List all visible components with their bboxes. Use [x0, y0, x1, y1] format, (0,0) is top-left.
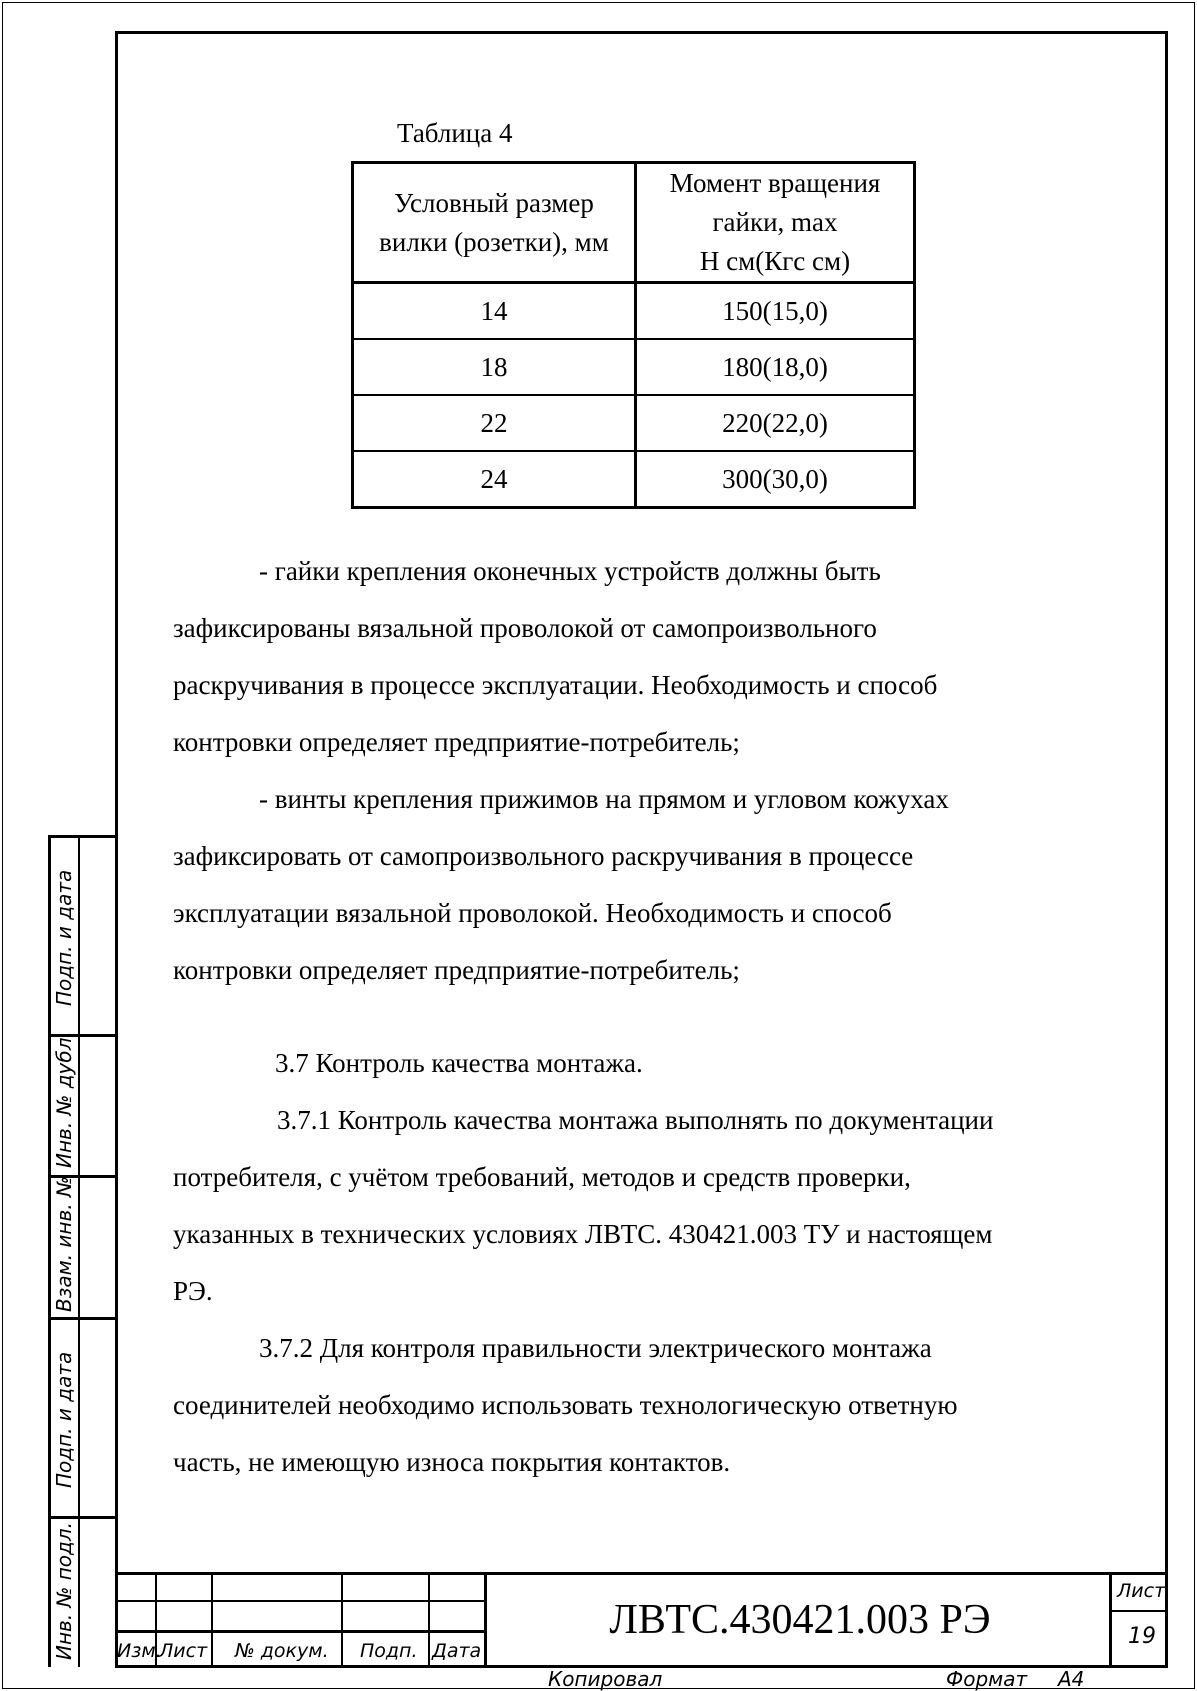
- body-line: потребителя, с учётом требований, методов и средств проверки,: [173, 1162, 911, 1192]
- table-row: [353, 451, 915, 508]
- body-line: часть, не имеющую износа покрытия контактов.: [173, 1447, 731, 1477]
- body-line: эксплуатации вязальной проволокой. Необходимость и способ: [173, 898, 892, 928]
- body-line: раскручивания в процессе эксплуатации. Необходимость и способ: [173, 670, 938, 700]
- cell-size: 18: [353, 339, 636, 395]
- body-line: указанных в технических условиях ЛВТС. 430421.003 ТУ и настоящем: [173, 1219, 993, 1249]
- body-line: зафиксированы вязальной проволокой от самопроизвольного: [173, 613, 877, 643]
- col-label-izm: Изм.: [117, 1640, 162, 1662]
- body-line: зафиксировать от самопроизвольного раскручивания в процессе: [173, 841, 914, 871]
- cell-size: 14: [353, 283, 636, 340]
- format-value: А4: [1058, 1667, 1085, 1691]
- copied-label: Копировал: [548, 1667, 663, 1691]
- side-label: Инв. № подл.: [52, 1522, 76, 1660]
- sheet-number: 19: [1128, 1624, 1156, 1649]
- col-label-date: Дата: [432, 1640, 482, 1662]
- header-size: Условный размер вилки (розетки), мм: [353, 163, 636, 283]
- col-label-sign: Подп.: [360, 1640, 418, 1662]
- body-line: соединителей необходимо использовать технологическую ответную: [173, 1390, 958, 1420]
- body-line: РЭ.: [173, 1276, 213, 1306]
- sheet-label: Лист: [1117, 1580, 1166, 1602]
- side-label: Инв. № дубл.: [52, 1031, 76, 1168]
- cell-torque: 300(30,0): [636, 451, 915, 508]
- table-row: [353, 339, 915, 395]
- torque-table: [351, 161, 916, 509]
- body-line: контровки определяет предприятие-потребитель;: [173, 727, 740, 757]
- col-label-doc: № докум.: [235, 1640, 329, 1662]
- body-line: 3.7.2 Для контроля правильности электрического монтажа: [259, 1333, 932, 1363]
- side-label: Подп. и дата: [52, 869, 76, 1006]
- side-label: Подп. и дата: [52, 1351, 76, 1488]
- document-code: ЛВТС.430421.003 РЭ: [609, 1597, 991, 1643]
- body-line: - гайки крепления оконечных устройств должны быть: [259, 556, 881, 586]
- cell-torque: 180(18,0): [636, 339, 915, 395]
- table-row: [353, 283, 915, 340]
- side-label: Взам. инв. №: [52, 1176, 76, 1312]
- format-label: Формат: [946, 1667, 1028, 1691]
- cell-size: 24: [353, 451, 636, 508]
- body-line: - винты крепления прижимов на прямом и угловом кожухах: [259, 784, 949, 814]
- cell-size: 22: [353, 395, 636, 451]
- table-row: [353, 395, 915, 451]
- body-line: контровки определяет предприятие-потребитель;: [173, 955, 740, 985]
- body-line: 3.7.1 Контроль качества монтажа выполнять по документации: [277, 1105, 994, 1135]
- col-label-list: Лист: [159, 1640, 208, 1662]
- section-heading: 3.7 Контроль качества монтажа.: [275, 1048, 643, 1078]
- cell-torque: 150(15,0): [636, 283, 915, 340]
- table-header-row: [353, 163, 915, 283]
- table-caption: Таблица 4: [397, 118, 513, 148]
- header-torque: Момент вращения гайки, max Н см(Кгс см): [636, 163, 915, 283]
- cell-torque: 220(22,0): [636, 395, 915, 451]
